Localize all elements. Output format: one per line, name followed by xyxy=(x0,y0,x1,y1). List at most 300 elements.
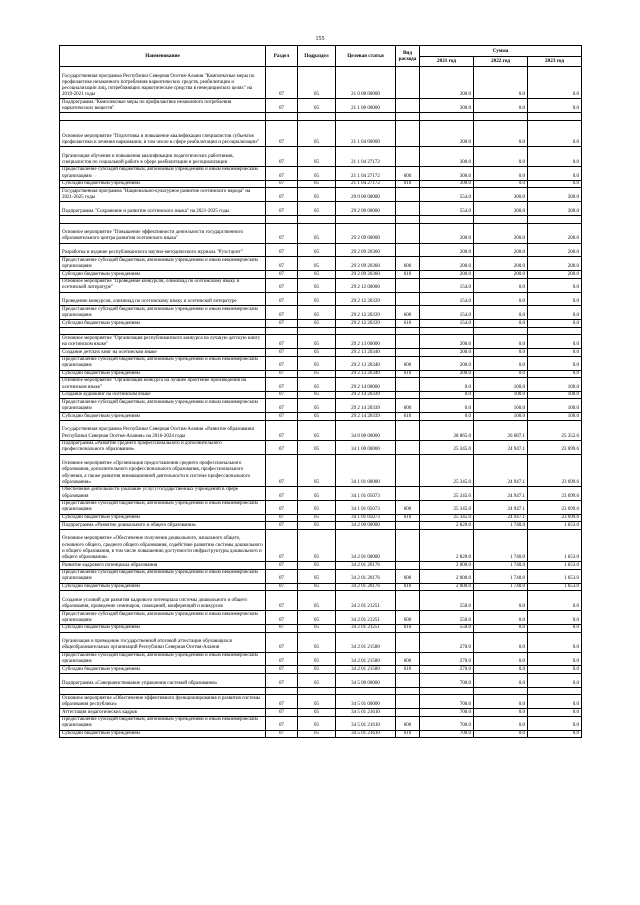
row-vid xyxy=(396,335,420,349)
header-podrazdel: Подраздел xyxy=(298,46,336,67)
row-name: Подпрограмма «Развитие среднего профессионального и дополнительного профессионального образования» xyxy=(60,440,266,454)
row-sum-2023: 200.0 xyxy=(528,271,582,279)
row-razdel: 07 xyxy=(266,500,298,514)
row-sum-2022: 0.0 xyxy=(474,166,528,180)
row-razdel: 07 xyxy=(266,67,298,99)
table-row xyxy=(60,306,582,320)
row-sum-2023 xyxy=(528,113,582,121)
row-name: Проведение конкурсов, олимпиад по осетинскому языку и осетинской литературе xyxy=(60,292,266,306)
table-row xyxy=(60,202,582,216)
row-sum-2021: 25 345.0 xyxy=(420,487,474,501)
row-vid: 600 xyxy=(396,569,420,583)
table-row xyxy=(60,378,582,392)
row-sum-2022: 24 947.1 xyxy=(474,500,528,514)
row-vid xyxy=(396,709,420,717)
header-sum: Сумма xyxy=(420,46,582,57)
row-target: 34 5 00 00000 xyxy=(336,674,396,688)
row-target: 29 0 00 00000 xyxy=(336,188,396,202)
row-sum-2023: 200.0 xyxy=(528,223,582,243)
row-vid xyxy=(396,278,420,292)
row-vid: 610 xyxy=(396,413,420,421)
row-razdel: 07 xyxy=(266,591,298,611)
row-vid: 610 xyxy=(396,320,420,328)
row-sum-2023: 0.0 xyxy=(528,716,582,730)
row-sum-2022: 0.0 xyxy=(474,306,528,320)
row-sum-2021: 554.0 xyxy=(420,188,474,202)
row-vid xyxy=(396,146,420,166)
row-sum-2023: 300.0 xyxy=(528,202,582,216)
row-name: Субсидии бюджетным учреждениям xyxy=(60,583,266,591)
row-sum-2023: 0.0 xyxy=(528,632,582,652)
row-sum-2022 xyxy=(474,687,528,695)
row-sum-2022: 24 947.1 xyxy=(474,487,528,501)
row-podrazdel: 05 xyxy=(298,180,336,188)
row-name: Предоставление субсидий бюджетным, автономным учреждениям и иным некоммерческим организациям xyxy=(60,569,266,583)
row-podrazdel: 05 xyxy=(298,306,336,320)
row-name: Предоставление субсидий бюджетным, автономным учреждениям и иным некоммерческим организациям xyxy=(60,716,266,730)
row-razdel: 07 xyxy=(266,487,298,501)
row-razdel: 07 xyxy=(266,202,298,216)
row-target: 34 5 01 00000 xyxy=(336,695,396,709)
row-vid: 600 xyxy=(396,611,420,625)
table-row xyxy=(60,730,582,738)
row-sum-2022 xyxy=(474,215,528,223)
row-sum-2022: 200.0 xyxy=(474,257,528,271)
row-razdel: 07 xyxy=(266,413,298,421)
row-target: 34 2 01 21580 xyxy=(336,632,396,652)
row-target: 29 2 13 20340 xyxy=(336,349,396,357)
row-razdel: 07 xyxy=(266,370,298,378)
row-razdel: 07 xyxy=(266,257,298,271)
row-sum-2022 xyxy=(474,327,528,335)
row-name: Аттестация педагогических кадров xyxy=(60,709,266,717)
row-target: 29 2 13 20340 xyxy=(336,370,396,378)
table-row xyxy=(60,695,582,709)
row-sum-2021: 270.0 xyxy=(420,666,474,674)
row-name xyxy=(60,327,266,335)
table-row xyxy=(60,349,582,357)
row-razdel: 07 xyxy=(266,391,298,399)
row-name: Основное мероприятие "Проведение конкурсов, олимпиад по осетинскому языку и осетинской литературе" xyxy=(60,278,266,292)
row-vid xyxy=(396,113,420,121)
table-row xyxy=(60,356,582,370)
row-sum-2021: 2 000.0 xyxy=(420,562,474,570)
row-name: Создание детских книг на осетинском языке xyxy=(60,349,266,357)
row-sum-2021: 300.0 xyxy=(420,67,474,99)
row-sum-2023: 0.0 xyxy=(528,99,582,113)
row-sum-2022: 0.0 xyxy=(474,320,528,328)
table-row xyxy=(60,420,582,440)
row-razdel: 07 xyxy=(266,454,298,486)
row-target: 21 1 04 00000 xyxy=(336,120,396,146)
row-name xyxy=(60,687,266,695)
table-row xyxy=(60,292,582,306)
row-sum-2021: 550.0 xyxy=(420,625,474,633)
row-podrazdel: 05 xyxy=(298,292,336,306)
row-target: 29 2 13 20340 xyxy=(336,356,396,370)
row-sum-2021: 554.0 xyxy=(420,202,474,216)
row-sum-2023: 100.0 xyxy=(528,399,582,413)
row-target: 34 1 01 05073 xyxy=(336,500,396,514)
row-target: 29 2 12 20339 xyxy=(336,306,396,320)
row-razdel: 07 xyxy=(266,271,298,279)
row-sum-2023: 1 653.0 xyxy=(528,529,582,561)
row-sum-2022: 0.0 xyxy=(474,349,528,357)
row-razdel: 07 xyxy=(266,611,298,625)
row-name xyxy=(60,215,266,223)
row-sum-2021: 200.0 xyxy=(420,370,474,378)
row-podrazdel: 05 xyxy=(298,674,336,688)
table-row xyxy=(60,666,582,674)
row-razdel xyxy=(266,687,298,695)
row-sum-2022: 0.0 xyxy=(474,709,528,717)
row-razdel: 07 xyxy=(266,709,298,717)
row-sum-2023: 0.0 xyxy=(528,335,582,349)
row-razdel: 07 xyxy=(266,243,298,257)
row-razdel: 07 xyxy=(266,180,298,188)
table-row xyxy=(60,67,582,99)
row-sum-2021: 270.0 xyxy=(420,652,474,666)
row-podrazdel: 05 xyxy=(298,257,336,271)
row-vid xyxy=(396,202,420,216)
row-podrazdel: 05 xyxy=(298,243,336,257)
row-target xyxy=(336,215,396,223)
row-sum-2023: 0.0 xyxy=(528,180,582,188)
row-name: Основное мероприятие "Организация конкурса на лучшее прочтение произведения на осетинском языке" xyxy=(60,378,266,392)
table-row xyxy=(60,569,582,583)
table-row xyxy=(60,591,582,611)
row-sum-2022: 0.0 xyxy=(474,652,528,666)
table-row xyxy=(60,611,582,625)
row-sum-2023: 23 699.6 xyxy=(528,454,582,486)
row-razdel: 07 xyxy=(266,120,298,146)
row-name: Основное мероприятие "Подготовка и повышение квалификации специалистов субъектов профилактики и лечения наркомании, в том числе в сфере реабилитации и ресоциализации" xyxy=(60,120,266,146)
row-razdel: 07 xyxy=(266,278,298,292)
row-sum-2021: 28 865.0 xyxy=(420,420,474,440)
row-target: 29 2 14 20339 xyxy=(336,391,396,399)
row-sum-2023: 0.0 xyxy=(528,695,582,709)
row-razdel xyxy=(266,113,298,121)
row-vid xyxy=(396,695,420,709)
row-target xyxy=(336,687,396,695)
row-podrazdel: 05 xyxy=(298,522,336,530)
row-razdel: 07 xyxy=(266,440,298,454)
row-podrazdel: 05 xyxy=(298,120,336,146)
row-name: Субсидии бюджетным учреждениям xyxy=(60,180,266,188)
row-podrazdel: 05 xyxy=(298,514,336,522)
row-razdel: 07 xyxy=(266,378,298,392)
table-row xyxy=(60,440,582,454)
row-sum-2022: 100.0 xyxy=(474,378,528,392)
row-sum-2022: 300.0 xyxy=(474,188,528,202)
row-name: Субсидии бюджетным учреждениям xyxy=(60,320,266,328)
row-sum-2022: 0.0 xyxy=(474,716,528,730)
row-target: 34 2 01 21251 xyxy=(336,625,396,633)
row-sum-2021: 2 000.0 xyxy=(420,583,474,591)
row-sum-2021: 200.0 xyxy=(420,243,474,257)
table-row xyxy=(60,166,582,180)
row-name: Предоставление субсидий бюджетным, автономным учреждениям и иным некоммерческим организациям xyxy=(60,257,266,271)
row-sum-2023: 0.0 xyxy=(528,666,582,674)
table-row xyxy=(60,327,582,335)
table-row xyxy=(60,335,582,349)
row-vid xyxy=(396,522,420,530)
row-sum-2022: 0.0 xyxy=(474,146,528,166)
row-sum-2022: 1 740.0 xyxy=(474,562,528,570)
row-sum-2021: 300.0 xyxy=(420,99,474,113)
table-row xyxy=(60,632,582,652)
row-sum-2021: 300.0 xyxy=(420,180,474,188)
row-target: 34 5 01 21610 xyxy=(336,709,396,717)
row-vid xyxy=(396,327,420,335)
row-podrazdel xyxy=(298,113,336,121)
table-row xyxy=(60,146,582,166)
row-vid: 610 xyxy=(396,180,420,188)
row-target: 29 2 14 20339 xyxy=(336,413,396,421)
row-sum-2022: 1 740.0 xyxy=(474,569,528,583)
row-vid xyxy=(396,391,420,399)
table-row xyxy=(60,625,582,633)
row-sum-2022: 0.0 xyxy=(474,99,528,113)
row-sum-2023: 0.0 xyxy=(528,730,582,738)
row-sum-2022: 0.0 xyxy=(474,730,528,738)
row-target: 34 5 01 21610 xyxy=(336,716,396,730)
row-podrazdel: 05 xyxy=(298,223,336,243)
row-sum-2022: 24 947.1 xyxy=(474,440,528,454)
row-podrazdel: 05 xyxy=(298,454,336,486)
row-vid xyxy=(396,292,420,306)
row-vid xyxy=(396,215,420,223)
row-vid xyxy=(396,243,420,257)
row-sum-2022: 1 740.0 xyxy=(474,529,528,561)
row-podrazdel: 05 xyxy=(298,67,336,99)
row-name: Организация обучения и повышения квалификации педагогических работников, специалистов по социальной работе в сфере реабилитации и ресоциализации xyxy=(60,146,266,166)
row-razdel: 07 xyxy=(266,666,298,674)
row-razdel: 07 xyxy=(266,583,298,591)
page-number: 155 xyxy=(315,36,325,42)
table-row xyxy=(60,529,582,561)
row-vid xyxy=(396,188,420,202)
row-podrazdel: 05 xyxy=(298,278,336,292)
row-podrazdel: 05 xyxy=(298,695,336,709)
row-podrazdel: 05 xyxy=(298,335,336,349)
row-podrazdel: 05 xyxy=(298,420,336,440)
row-name: Субсидии бюджетным учреждениям xyxy=(60,730,266,738)
row-sum-2021 xyxy=(420,327,474,335)
header-vid: Вид расхода xyxy=(396,46,420,67)
row-target: 34 2 01 20176 xyxy=(336,569,396,583)
row-vid xyxy=(396,562,420,570)
row-sum-2023 xyxy=(528,327,582,335)
row-target: 34 2 01 21580 xyxy=(336,652,396,666)
row-target: 34 1 01 00000 xyxy=(336,454,396,486)
row-target: 34 2 01 21251 xyxy=(336,591,396,611)
row-sum-2022: 24 947.1 xyxy=(474,454,528,486)
table-row xyxy=(60,399,582,413)
row-sum-2023: 23 699.6 xyxy=(528,487,582,501)
row-razdel: 07 xyxy=(266,420,298,440)
row-name: Предоставление субсидий бюджетным, автономным учреждениям и иным некоммерческим организациям xyxy=(60,399,266,413)
row-sum-2021: 550.0 xyxy=(420,611,474,625)
row-sum-2022: 0.0 xyxy=(474,611,528,625)
table-row xyxy=(60,215,582,223)
row-sum-2023: 0.0 xyxy=(528,356,582,370)
row-vid: 610 xyxy=(396,370,420,378)
row-sum-2022: 1 740.0 xyxy=(474,583,528,591)
row-razdel: 07 xyxy=(266,625,298,633)
row-razdel: 07 xyxy=(266,292,298,306)
row-sum-2023: 0.0 xyxy=(528,120,582,146)
row-target: 21 1 04 27172 xyxy=(336,166,396,180)
row-target: 29 2 12 20339 xyxy=(336,320,396,328)
row-sum-2021: 154.0 xyxy=(420,306,474,320)
row-podrazdel: 05 xyxy=(298,529,336,561)
row-target: 34 0 00 00000 xyxy=(336,420,396,440)
row-target: 29 2 09 00000 xyxy=(336,223,396,243)
row-razdel: 07 xyxy=(266,335,298,349)
header-2023: 2023 год xyxy=(528,57,582,67)
row-name: Основное мероприятие "Повышение эффективности деятельности государственного образовательного центра развития осетинского языка" xyxy=(60,223,266,243)
row-vid xyxy=(396,120,420,146)
row-sum-2023: 300.0 xyxy=(528,188,582,202)
row-razdel xyxy=(266,215,298,223)
row-podrazdel: 05 xyxy=(298,399,336,413)
row-vid xyxy=(396,674,420,688)
row-sum-2022: 1 740.0 xyxy=(474,522,528,530)
row-podrazdel: 05 xyxy=(298,569,336,583)
row-razdel: 07 xyxy=(266,146,298,166)
row-name: Предоставление субсидий бюджетным, автономным учреждениям и иным некоммерческим организациям xyxy=(60,306,266,320)
row-podrazdel: 05 xyxy=(298,99,336,113)
row-vid: 610 xyxy=(396,514,420,522)
row-sum-2021: 0.0 xyxy=(420,413,474,421)
row-vid: 610 xyxy=(396,730,420,738)
row-sum-2021 xyxy=(420,113,474,121)
row-vid: 600 xyxy=(396,356,420,370)
row-vid: 600 xyxy=(396,166,420,180)
row-sum-2022: 0.0 xyxy=(474,674,528,688)
row-sum-2021: 200.0 xyxy=(420,356,474,370)
row-name: Подпрограмма «Развитие дошкольного и общего образования» xyxy=(60,522,266,530)
row-sum-2023: 0.0 xyxy=(528,709,582,717)
row-sum-2023: 0.0 xyxy=(528,320,582,328)
row-sum-2023: 1 653.0 xyxy=(528,583,582,591)
row-sum-2023: 0.0 xyxy=(528,292,582,306)
row-podrazdel: 05 xyxy=(298,391,336,399)
row-sum-2021: 0.0 xyxy=(420,391,474,399)
row-sum-2023: 100.0 xyxy=(528,378,582,392)
row-sum-2023: 0.0 xyxy=(528,611,582,625)
row-target: 29 2 00 00000 xyxy=(336,202,396,216)
row-sum-2022 xyxy=(474,113,528,121)
table-row xyxy=(60,522,582,530)
row-sum-2022: 24 947.1 xyxy=(474,514,528,522)
row-sum-2023: 0.0 xyxy=(528,306,582,320)
row-target: 29 2 12 20339 xyxy=(336,292,396,306)
row-sum-2023: 0.0 xyxy=(528,67,582,99)
row-vid xyxy=(396,632,420,652)
row-podrazdel: 05 xyxy=(298,320,336,328)
table-row xyxy=(60,687,582,695)
row-name: Основное мероприятие "Организация республиканского конкурса на лучшую детскую книгу на осетинском языке" xyxy=(60,335,266,349)
row-sum-2021: 700.0 xyxy=(420,709,474,717)
row-razdel: 07 xyxy=(266,223,298,243)
row-name: Разработка и издание республиканского научно-методического журнала "Рухстауæг" xyxy=(60,243,266,257)
row-name: Предоставление субсидий бюджетным, автономным учреждениям и иным некоммерческим организациям xyxy=(60,652,266,666)
row-vid: 600 xyxy=(396,399,420,413)
row-razdel: 07 xyxy=(266,529,298,561)
row-sum-2021: 2 000.0 xyxy=(420,569,474,583)
table-row xyxy=(60,562,582,570)
row-vid xyxy=(396,454,420,486)
table-row xyxy=(60,243,582,257)
row-target: 21 1 04 27172 xyxy=(336,146,396,166)
row-name: Субсидии бюджетным учреждениям xyxy=(60,514,266,522)
row-sum-2022: 0.0 xyxy=(474,625,528,633)
row-sum-2022: 0.0 xyxy=(474,370,528,378)
row-name: Организация и проведение государственной итоговой аттестации обучающихся общеобразовательных организаций Республики Северная Осетия-Алания xyxy=(60,632,266,652)
row-sum-2021: 200.0 xyxy=(420,271,474,279)
row-vid xyxy=(396,487,420,501)
row-sum-2022: 0.0 xyxy=(474,632,528,652)
row-sum-2021 xyxy=(420,215,474,223)
row-sum-2022: 100.0 xyxy=(474,399,528,413)
row-target: 29 2 14 00000 xyxy=(336,378,396,392)
row-target: 29 2 12 00000 xyxy=(336,278,396,292)
row-name: Создание аудиокниг на осетинском языке xyxy=(60,391,266,399)
row-name xyxy=(60,113,266,121)
row-vid: 610 xyxy=(396,583,420,591)
row-vid xyxy=(396,349,420,357)
row-podrazdel: 05 xyxy=(298,666,336,674)
row-razdel: 07 xyxy=(266,632,298,652)
table-row xyxy=(60,278,582,292)
row-sum-2023: 0.0 xyxy=(528,625,582,633)
row-sum-2022: 0.0 xyxy=(474,591,528,611)
row-sum-2023: 0.0 xyxy=(528,349,582,357)
row-sum-2022: 200.0 xyxy=(474,271,528,279)
row-sum-2022: 0.0 xyxy=(474,278,528,292)
row-sum-2023: 0.0 xyxy=(528,370,582,378)
row-sum-2022: 0.0 xyxy=(474,120,528,146)
row-name: Государственная программа Республики Северная Осетия-Алания "Комплексные меры по профилактике незаконного потребления наркотических средств, реабилитации и ресоциализации лиц, потребляющих наркотические средства в немедицинских целях" на 2019-2021 годы xyxy=(60,67,266,99)
row-sum-2021: 154.0 xyxy=(420,320,474,328)
table-row xyxy=(60,320,582,328)
row-vid: 610 xyxy=(396,271,420,279)
table-row xyxy=(60,188,582,202)
row-vid: 600 xyxy=(396,500,420,514)
row-vid xyxy=(396,687,420,695)
row-podrazdel xyxy=(298,327,336,335)
row-razdel: 07 xyxy=(266,569,298,583)
row-target: 29 2 13 00000 xyxy=(336,335,396,349)
row-sum-2022: 0.0 xyxy=(474,67,528,99)
row-name: Создание условий для развития кадрового потенциала системы дошкольного и общего образования, проведение семинаров, совещаний, конференций и конкурсов xyxy=(60,591,266,611)
row-sum-2021: 154.0 xyxy=(420,292,474,306)
row-podrazdel: 05 xyxy=(298,716,336,730)
row-name: Подпрограмма "Сохранение и развитие осетинского языка" на 2021-2025 годы xyxy=(60,202,266,216)
row-sum-2022: 0.0 xyxy=(474,695,528,709)
row-target: 29 2 14 20339 xyxy=(336,399,396,413)
row-sum-2023: 0.0 xyxy=(528,146,582,166)
header-razdel: Раздел xyxy=(266,46,298,67)
row-vid: 600 xyxy=(396,716,420,730)
row-target: 34 2 01 20176 xyxy=(336,583,396,591)
row-sum-2022: 0.0 xyxy=(474,666,528,674)
row-name: Предоставление субсидий бюджетным, автономным учреждениям и иным некоммерческим организациям xyxy=(60,611,266,625)
row-sum-2023: 0.0 xyxy=(528,674,582,688)
row-target: 29 2 09 20360 xyxy=(336,271,396,279)
